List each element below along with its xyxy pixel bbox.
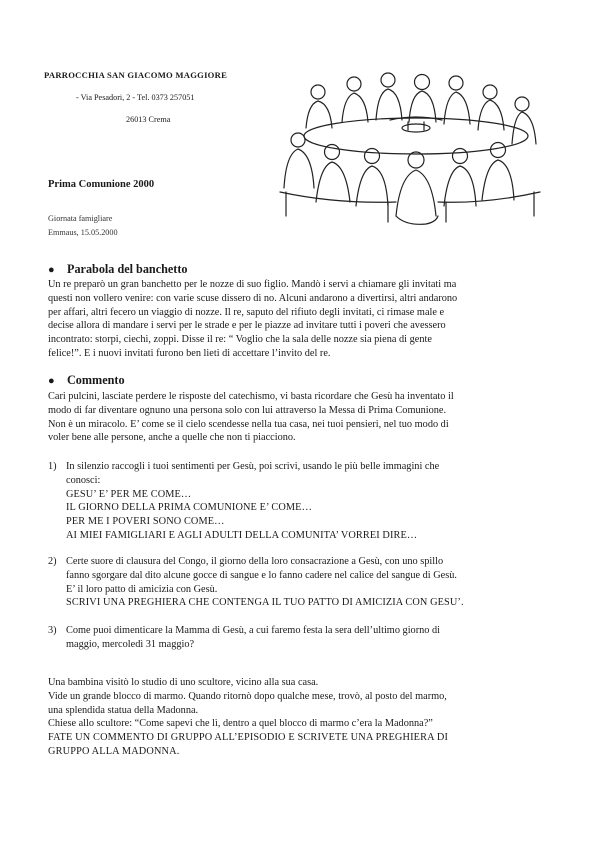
paragraph-line: questi non vollero venire: con varie scuse dissero di no. Alcuni andarono a divertirsi, altri andarono [48,292,458,304]
story-line: FATE UN COMMENTO DI GRUPPO ALL’EPISODIO E SCRIVETE UNA PREGHIERA DI [48,732,449,744]
paragraph-line: Un re preparò un gran banchetto per le nozze di suo figlio. Mandò i servi a chiamare gli invitati ma [48,279,457,290]
paragraph-line: modo di far diventare ognuno una persona solo con lui attraverso la Messa di Prima Comunione. [48,404,447,416]
question-number: 2) [48,556,57,567]
last-supper-illustration [276,70,544,230]
story-line: Chiese allo scultore: “Come sapevi che lì, dentro a quel blocco di marmo c’era la Madonna?” [48,718,433,730]
parish-address: - Via Pesadori, 2 - Tel. 0373 257051 [76,93,195,102]
commento-paragraph [48,390,536,445]
question-number: 1) [48,461,57,472]
question-line: In silenzio raccogli i tuoi sentimenti per Gesù, poi scrivi, usando le più belle immagini che [66,461,440,472]
question-line: fanno sgorgare dal dito alcune gocce di sangue e lo fanno cadere nel calice del sangue di Gesù. [66,569,457,581]
question-number: 3) [48,625,57,636]
question-line: PER ME I POVERI SONO COME… [66,516,225,528]
paragraph-line: per affari, altri fecero un viaggio di nozze. Il re, saputo del rifiuto degli invitati, ci rimase male e [48,306,445,318]
question-line: conosci: [66,474,101,486]
heading-text: Parabola del banchetto [67,262,188,276]
back-row-figures [306,73,536,144]
right-bench [438,192,540,202]
parabola-paragraph [48,278,536,361]
occasion-line: Giornata famigliare [48,214,113,223]
story-line: una splendida statua della Madonna. [48,704,199,716]
question-line: SCRIVI UNA PREGHIERA CHE CONTENGA IL TUO PATTO DI AMICIZIA CON GESU’. [66,597,464,609]
question-line: AI MIEI FAMIGLIARI E AGLI ADULTI DELLA COMUNITA’ VORREI DIRE… [66,529,418,541]
bullet-icon: ● [48,375,55,387]
paragraph-line: decise allora di mandare i servi per le strade e per le piazze ad invitare tutti i poveri che avessero [48,320,446,332]
section-heading-parabola [48,262,188,277]
left-bench [280,192,396,202]
story-line: Vide un grande blocco di marmo. Quando ritornò dopo qualche mese, trovò, al posto del marmo, [48,690,447,702]
paragraph-line: Cari pulcini, lasciate perdere le risposte del catechismo, vi basta ricordare che Gesù ha inventato il [48,391,454,402]
document-title: Prima Comunione 2000 [48,179,155,190]
paragraph-line: incontrato: storpi, ciechi, zoppi. Disse il re: “ Voglio che la sala delle nozze sia piena di gente [48,334,432,346]
story-line: Una bambina visitò lo studio di uno scultore, vicino alla sua casa. [48,677,319,688]
question-line: Come puoi dimenticare la Mamma di Gesù, a cui faremo festa la sera dell’ultimo giorno di [66,625,441,636]
paragraph-line: voler bene alle persone, anche a quelle che non ti piacciono. [48,432,296,444]
section-heading-commento [48,373,125,388]
sculptor-story [48,676,548,759]
question-line: IL GIORNO DELLA PRIMA COMUNIONE E’ COME… [66,502,312,514]
bullet-icon: ● [48,264,55,276]
question-line: Certe suore di clausura del Congo, il giorno della loro consacrazione a Gesù, con uno spillo [66,556,444,567]
parish-city: 26013 Crema [126,115,171,124]
question-line: GESU’ E’ PER ME COME… [66,488,192,500]
question-line: E’ il loro patto di amicizia con Gesù. [66,583,218,595]
place-date-line: Emmaus, 15.05.2000 [48,228,118,237]
parish-name: PARROCCHIA SAN GIACOMO MAGGIORE [44,70,228,80]
heading-text: Commento [67,373,125,387]
question-body [66,555,540,610]
story-line: GRUPPO ALLA MADONNA. [48,745,180,757]
question-body [66,624,540,652]
question-body [66,460,540,543]
paragraph-line: felice!”. E i nuovi invitati furono ben lieti di accettare l’invito del re. [48,347,331,359]
question-line: maggio, mercoledì 31 maggio? [66,638,195,650]
paragraph-line: Non è un miracolo. E’ come se il cielo scendesse nella tua casa, nei tuoi pensieri, nel tuo modo di [48,418,449,430]
